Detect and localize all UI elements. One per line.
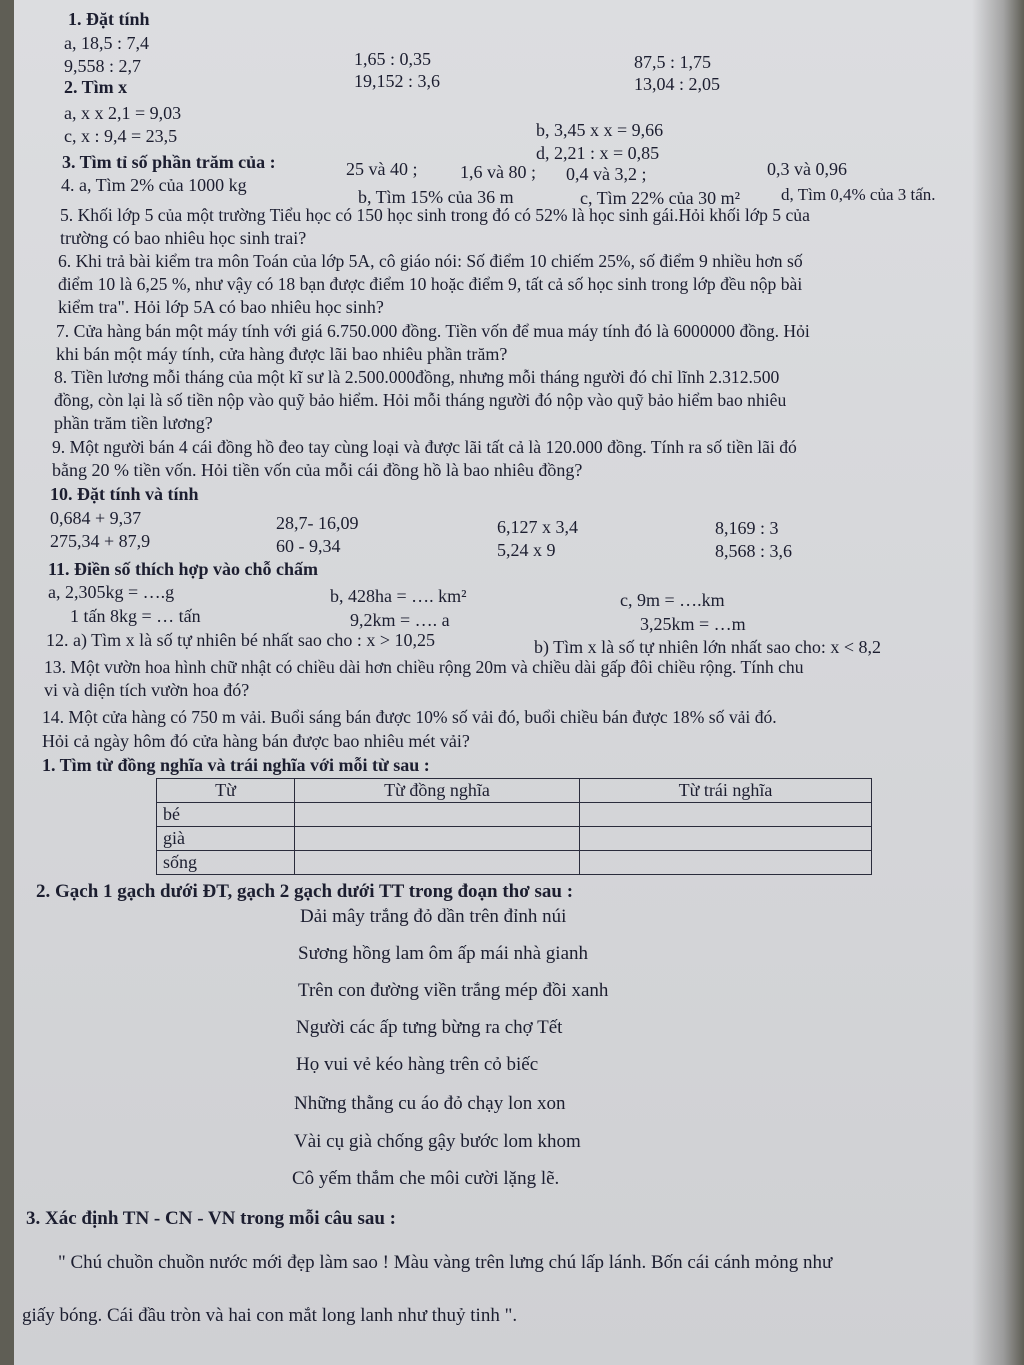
- q2-title: 2. Tìm x: [64, 77, 128, 97]
- q9-line: bằng 20 % tiền vốn. Hỏi tiền vốn của mỗi cái đồng hồ là bao nhiêu đồng?: [52, 460, 583, 480]
- q8-line: đồng, còn lại là số tiền nộp vào quỹ bảo hiểm. Hỏi mỗi tháng người đó nộp vào quỹ bảo hiểm bao nhiêu: [54, 390, 787, 410]
- q1-a: a, 18,5 : 7,4: [64, 33, 149, 53]
- q4-d: d, Tìm 0,4% của 3 tấn.: [781, 185, 936, 204]
- table-cell-word: già: [157, 827, 295, 851]
- poem-line: Cô yếm thắm che môi cười lặng lẽ.: [292, 1168, 560, 1189]
- q9-line: 9. Một người bán 4 cái đồng hồ đeo tay cùng loại và được lãi tất cả là 120.000 đồng. Tính ra số tiền lãi đó: [52, 437, 797, 457]
- worksheet-page: [14, 0, 1024, 1365]
- viet-q2-title: 2. Gạch 1 gạch dưới ĐT, gạch 2 gạch dưới TT trong đoạn thơ sau :: [36, 881, 574, 902]
- q12-a: 12. a) Tìm x là số tự nhiên bé nhất sao cho : x > 10,25: [46, 630, 436, 650]
- q1-item: 1,65 : 0,35: [354, 49, 432, 69]
- poem-line: Trên con đường viền trắng mép đồi xanh: [298, 980, 609, 1001]
- q14-line: 14. Một cửa hàng có 750 m vải. Buổi sáng bán được 10% số vải đó, buổi chiều bán được 18% số vải đó.: [42, 707, 777, 727]
- q4-b: b, Tìm 15% của 36 m: [358, 187, 514, 207]
- q11-item: c, 9m = ….km: [620, 590, 725, 610]
- table-cell-empty: [580, 851, 872, 875]
- table-cell-empty: [295, 851, 580, 875]
- q13-line: vi và diện tích vườn hoa đó?: [44, 680, 250, 700]
- q6-line: điểm 10 là 6,25 %, như vậy có 18 bạn được điểm 10 hoặc điểm 9, tất cả số học sinh trong lớp đều nộp bài: [58, 274, 803, 294]
- q10-item: 28,7- 16,09: [276, 513, 359, 533]
- table-cell-empty: [295, 827, 580, 851]
- q2-d: d, 2,21 : x = 0,85: [536, 143, 660, 163]
- q13-line: 13. Một vườn hoa hình chữ nhật có chiều dài hơn chiều rộng 20m và chiều dài gấp đôi chiều rộng. Tính chu: [44, 657, 804, 677]
- q2-b: b, 3,45 x x = 9,66: [536, 120, 664, 140]
- table-cell-empty: [295, 803, 580, 827]
- q11-item: 1 tấn 8kg = … tấn: [70, 606, 201, 626]
- q11-item: b, 428ha = …. km²: [330, 586, 467, 606]
- poem-line: Những thằng cu áo đỏ chạy lon xon: [294, 1093, 566, 1114]
- table-header: Từ trái nghĩa: [580, 779, 872, 803]
- q10-title: 10. Đặt tính và tính: [50, 484, 199, 504]
- q1-item: 19,152 : 3,6: [354, 71, 441, 91]
- q8-line: 8. Tiền lương mỗi tháng của một kĩ sư là 2.500.000đồng, nhưng mỗi tháng người đó chỉ lĩnh 2.312.500: [54, 367, 780, 387]
- poem-line: Dải mây trắng đỏ dần trên đỉnh núi: [300, 906, 567, 927]
- q11-item: 9,2km = …. a: [350, 610, 450, 630]
- table-row: [157, 803, 872, 827]
- page-edge-shadow: [972, 0, 1024, 1365]
- viet-q1-title: 1. Tìm từ đồng nghĩa và trái nghĩa với mỗi từ sau :: [42, 755, 430, 775]
- viet-q3-title: 3. Xác định TN - CN - VN trong mỗi câu sau :: [26, 1208, 397, 1229]
- q1-item: 13,04 : 2,05: [634, 74, 721, 94]
- table-cell-word: sống: [157, 851, 295, 875]
- table-row: [157, 851, 872, 875]
- table-header: Từ: [157, 779, 295, 803]
- table-header: Từ đồng nghĩa: [295, 779, 580, 803]
- q6-line: 6. Khi trả bài kiểm tra môn Toán của lớp 5A, cô giáo nói: Số điểm 10 chiếm 25%, số điểm 9 nhiều hơn số: [58, 251, 803, 271]
- q3-pair: 0,3 và 0,96: [767, 159, 847, 179]
- poem-line: Vài cụ già chống gậy bước lom khom: [294, 1131, 581, 1152]
- q10-item: 275,34 + 87,9: [50, 531, 151, 551]
- table-cell-empty: [580, 803, 872, 827]
- poem-line: Sương hồng lam ôm ấp mái nhà gianh: [298, 943, 589, 964]
- q3-title: 3. Tìm tỉ số phần trăm của :: [62, 152, 276, 172]
- q11-title: 11. Điền số thích hợp vào chỗ chấm: [48, 559, 318, 579]
- q3-pair: 0,4 và 3,2 ;: [566, 164, 647, 184]
- q1-item: 9,558 : 2,7: [64, 56, 142, 76]
- q10-item: 5,24 x 9: [497, 540, 556, 560]
- q10-item: 8,169 : 3: [715, 518, 779, 538]
- q5-line: 5. Khối lớp 5 của một trường Tiểu học có 150 học sinh trong đó có 52% là học sinh gái.Hỏi khối lớp 5 của: [60, 205, 810, 225]
- q1-item: 87,5 : 1,75: [634, 52, 712, 72]
- q8-line: phần trăm tiền lương?: [54, 413, 213, 433]
- q10-item: 6,127 x 3,4: [497, 517, 578, 537]
- q7-line: 7. Cửa hàng bán một máy tính với giá 6.750.000 đồng. Tiền vốn để mua máy tính đó là 6000000 đồng. Hỏi: [56, 321, 810, 341]
- q4-c: c, Tìm 22% của 30 m²: [580, 188, 741, 208]
- q3-pair: 25 và 40 ;: [346, 159, 418, 179]
- table-cell-empty: [580, 827, 872, 851]
- q12-b: b) Tìm x là số tự nhiên lớn nhất sao cho: x < 8,2: [534, 637, 882, 657]
- q11-item: 3,25km = …m: [640, 614, 746, 634]
- poem-line: Họ vui vẻ kéo hàng trên cỏ biếc: [296, 1054, 539, 1075]
- q10-item: 60 - 9,34: [276, 536, 341, 556]
- q1-title: 1. Đặt tính: [68, 9, 150, 29]
- q7-line: khi bán một máy tính, cửa hàng được lãi bao nhiêu phần trăm?: [56, 344, 508, 364]
- table-header-row: [157, 779, 872, 803]
- q14-line: Hỏi cả ngày hôm đó cửa hàng bán được bao nhiêu mét vải?: [42, 731, 470, 751]
- q3-pair: 1,6 và 80 ;: [460, 162, 536, 182]
- q5-line: trường có bao nhiêu học sinh trai?: [60, 228, 307, 248]
- q10-item: 0,684 + 9,37: [50, 508, 142, 528]
- q4-a: 4. a, Tìm 2% của 1000 kg: [61, 175, 247, 195]
- q2-c: c, x : 9,4 = 23,5: [64, 126, 178, 146]
- table-cell-word: bé: [157, 803, 295, 827]
- q6-line: kiểm tra". Hỏi lớp 5A có bao nhiêu học sinh?: [58, 297, 384, 317]
- q10-item: 8,568 : 3,6: [715, 541, 793, 561]
- viet-q3-text: " Chú chuồn chuồn nước mới đẹp làm sao ! Màu vàng trên lưng chú lấp lánh. Bốn cái cánh mỏng như: [58, 1252, 833, 1273]
- poem-line: Người các ấp tưng bừng ra chợ Tết: [296, 1017, 563, 1038]
- q11-item: a, 2,305kg = ….g: [48, 582, 175, 602]
- q2-a: a, x x 2,1 = 9,03: [64, 103, 182, 123]
- synonym-antonym-table: [156, 778, 872, 875]
- viet-q3-text: giấy bóng. Cái đầu tròn và hai con mắt long lanh như thuỷ tinh ".: [22, 1305, 518, 1326]
- table-row: [157, 827, 872, 851]
